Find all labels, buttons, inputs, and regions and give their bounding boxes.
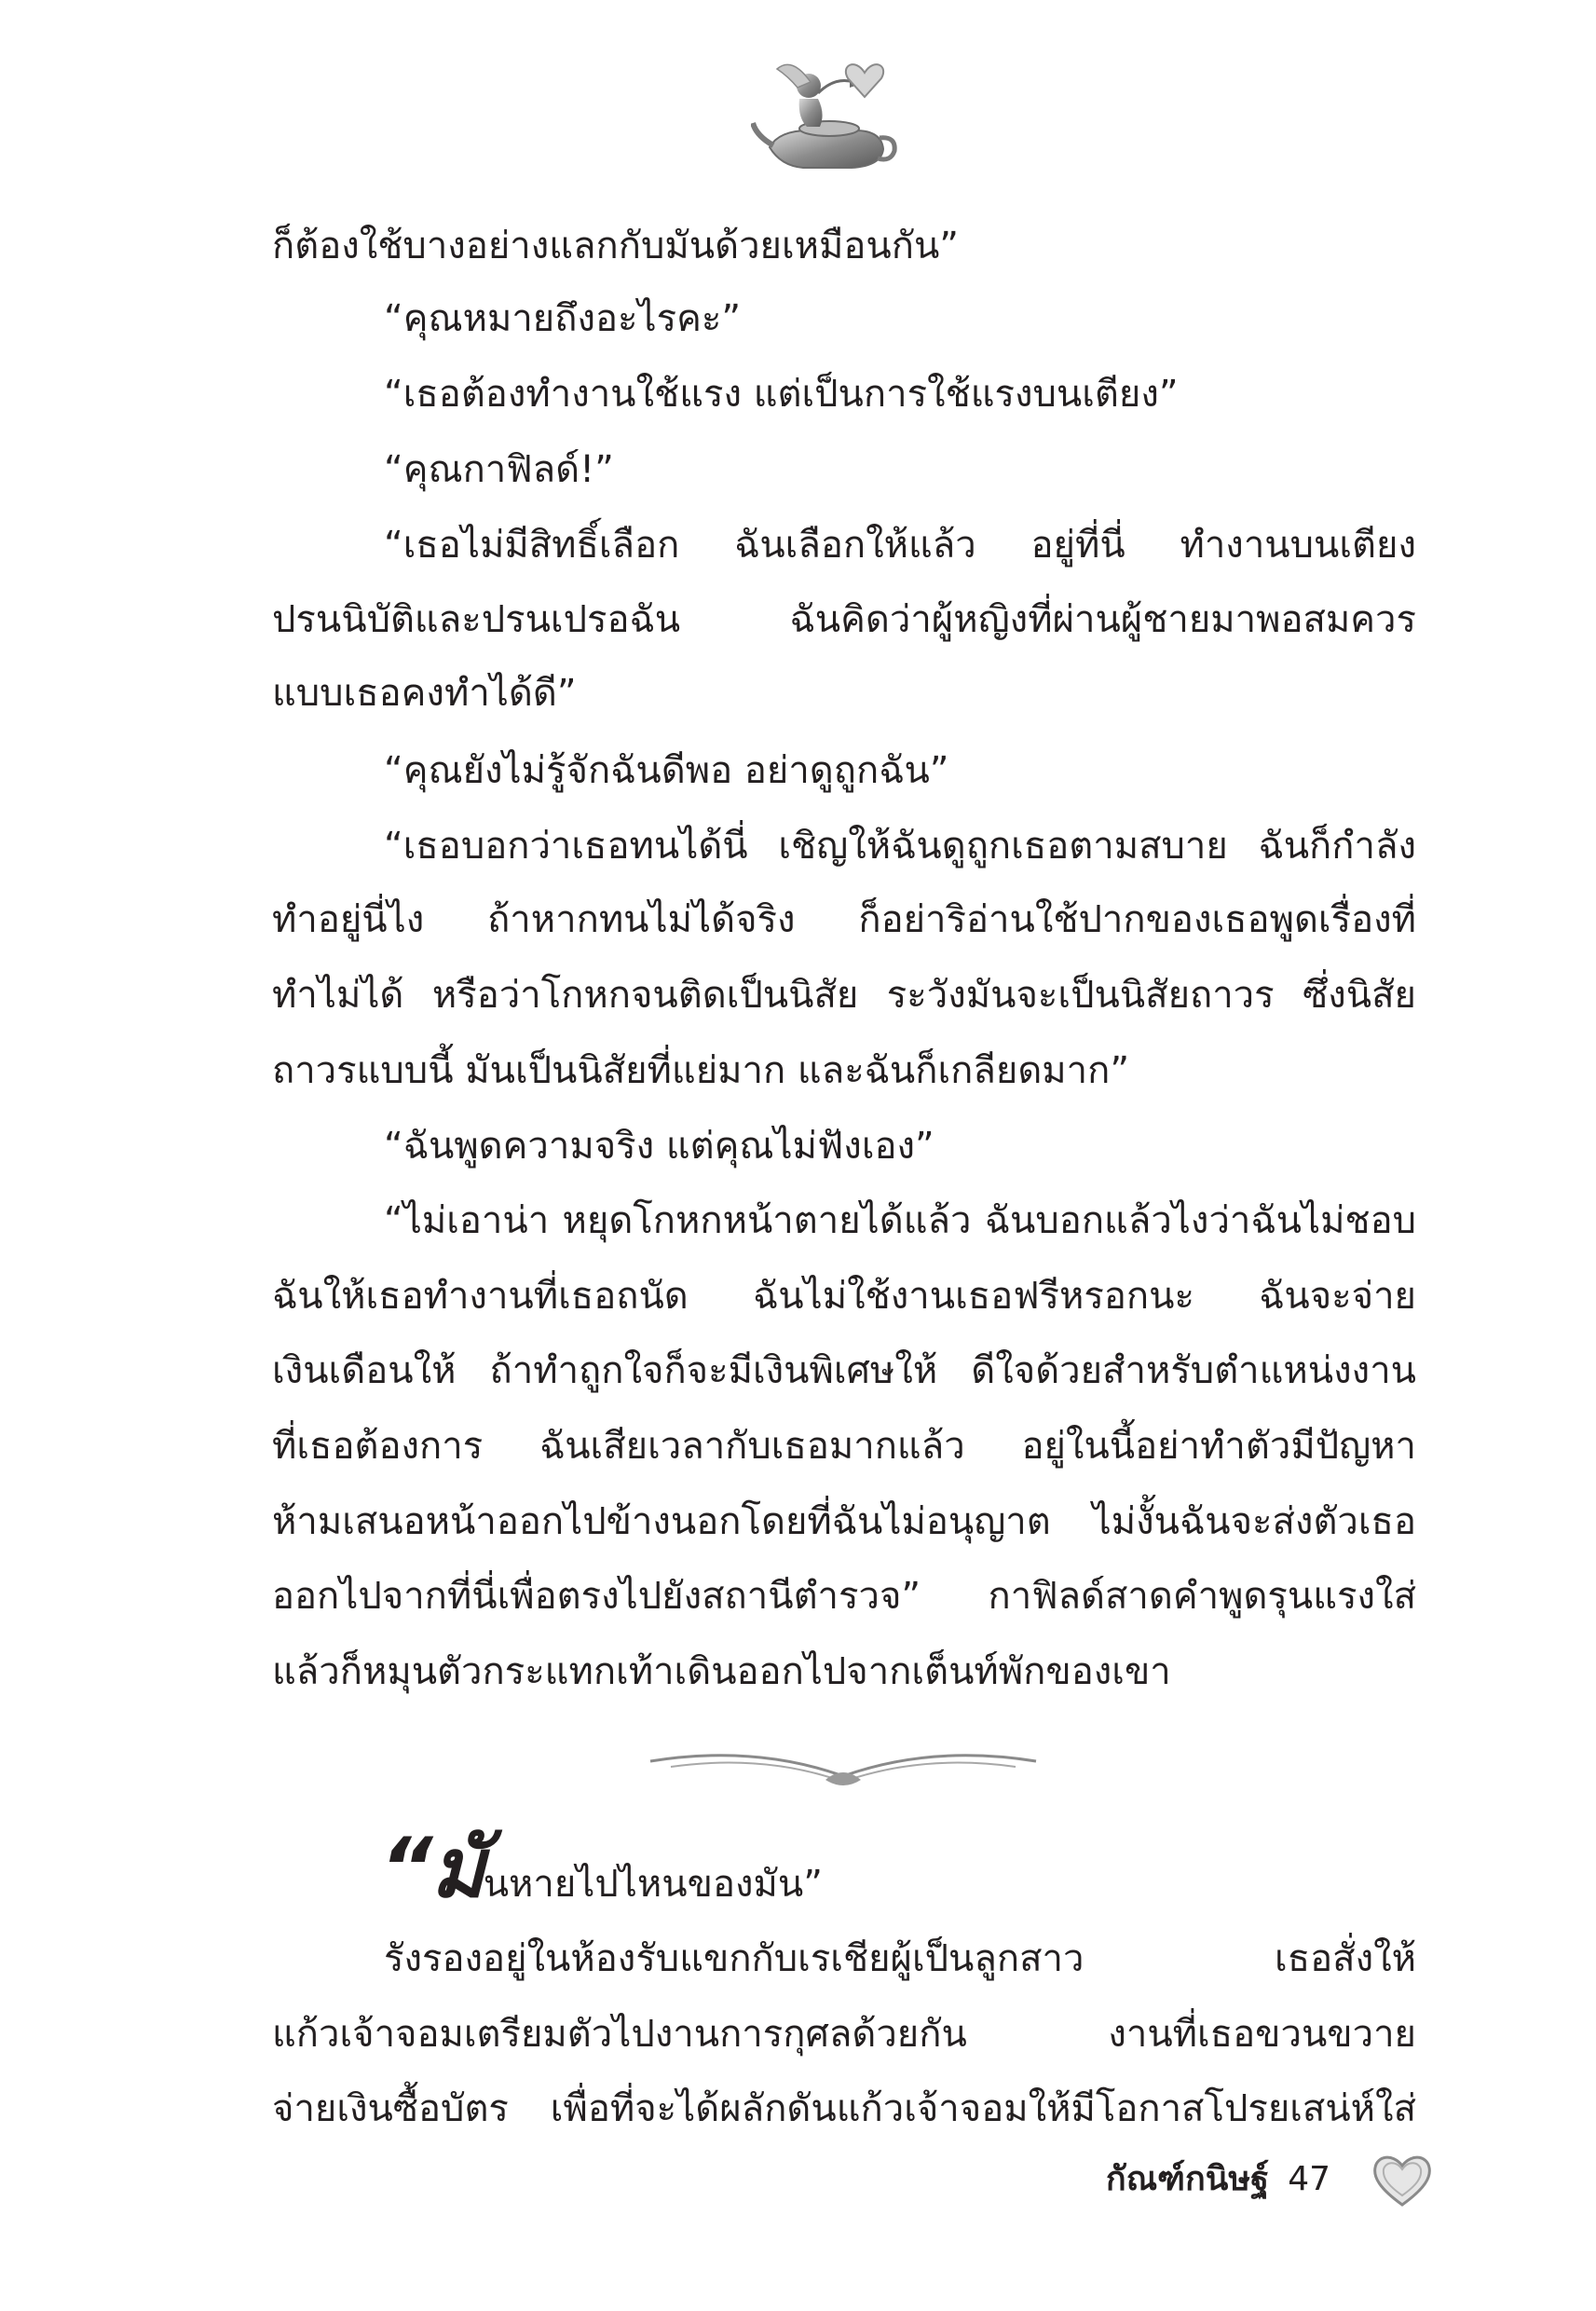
text-line: “ฉันพูดความจริง แต่คุณไม่ฟังเอง”: [384, 1125, 934, 1168]
text-line: ปรนนิบัติและปรนเปรอฉัน ฉันคิดว่าผู้หญิงที่ผ่านผู้ชายมาพอสมควร: [272, 598, 1416, 641]
text-line: “คุณยังไม่รู้จักฉันดีพอ อย่าดูถูกฉัน”: [384, 749, 949, 792]
heart-icon: [1370, 2149, 1435, 2210]
book-title: กัณฑ์กนิษฐ์: [1105, 2160, 1269, 2198]
page-footer: [1071, 2149, 1435, 2214]
page-number: 47: [1288, 2160, 1330, 2198]
drop-cap: “มั: [380, 1820, 484, 1916]
text-line: แล้วก็หมุนตัวกระแทกเท้าเดินออกไปจากเต็นท์พักของเขา: [272, 1650, 1171, 1693]
text-line: “เธอบอกว่าเธอทนได้นี่ เชิญให้ฉันดูถูกเธอตามสบาย ฉันก็กำลัง: [384, 825, 1416, 868]
drop-cap-line-rest: นหายไปไหนของมัน”: [483, 1863, 823, 1906]
text-line: ทำไม่ได้ หรือว่าโกหกจนติดเป็นนิสัย ระวังมันจะเป็นนิสัยถาวร ซึ่งนิสัย: [272, 974, 1416, 1017]
text-line: แก้วเจ้าจอมเตรียมตัวไปงานการกุศลด้วยกัน งานที่เธอขวนขวาย: [272, 2013, 1416, 2056]
text-line: ก็ต้องใช้บางอย่างแลกกับมันด้วยเหมือนกัน”: [272, 225, 960, 267]
text-line: “คุณกาฟิลด์!”: [384, 448, 614, 491]
text-line: รังรองอยู่ในห้องรับแขกกับเรเชียผู้เป็นลูกสาว เธอสั่งให้: [384, 1937, 1416, 1980]
text-line: “เธอไม่มีสิทธิ์เลือก ฉันเลือกให้แล้ว อยู่ที่นี่ ทำงานบนเตียง: [384, 524, 1416, 567]
swirl-ornament-icon: [643, 1741, 1044, 1793]
text-line: ถาวรแบบนี้ มันเป็นนิสัยที่แย่มาก และฉันก็เกลียดมาก”: [272, 1049, 1130, 1092]
text-line: เงินเดือนให้ ถ้าทำถูกใจก็จะมีเงินพิเศษให้ ดีใจด้วยสำหรับตำแหน่งงาน: [272, 1349, 1416, 1392]
text-line: “คุณหมายถึงอะไรคะ”: [384, 297, 742, 340]
section-opening-line: [380, 1822, 823, 1924]
text-line: ฉันให้เธอทำงานที่เธอถนัด ฉันไม่ใช้งานเธอฟรีหรอกนะ ฉันจะจ่าย: [272, 1275, 1416, 1318]
text-line: “เธอต้องทำงานใช้แรง แต่เป็นการใช้แรงบนเตียง”: [384, 373, 1179, 416]
text-line: ห้ามเสนอหน้าออกไปข้างนอกโดยที่ฉันไม่อนุญาต ไม่งั้นฉันจะส่งตัวเธอ: [272, 1500, 1416, 1543]
text-line: ทำอยู่นี่ไง ถ้าหากทนไม่ได้จริง ก็อย่าริอ่านใช้ปากของเธอพูดเรื่องที่: [272, 898, 1416, 941]
text-line: จ่ายเงินซื้อบัตร เพื่อที่จะได้ผลักดันแก้วเจ้าจอมให้มีโอกาสโปรยเสน่ห์ใส่: [272, 2087, 1416, 2130]
text-line: ออกไปจากที่นี่เพื่อตรงไปยังสถานีตำรวจ” กาฟิลด์สาดคำพูดรุนแรงใส่: [272, 1575, 1416, 1618]
text-line: แบบเธอคงทำได้ดี”: [272, 672, 577, 715]
text-line: ที่เธอต้องการ ฉันเสียเวลากับเธอมากแล้ว อยู่ในนี้อย่าทำตัวมีปัญหา: [272, 1425, 1416, 1468]
text-line: “ไม่เอาน่า หยุดโกหกหน้าตายได้แล้ว ฉันบอกแล้วไงว่าฉันไม่ชอบ: [384, 1199, 1416, 1242]
